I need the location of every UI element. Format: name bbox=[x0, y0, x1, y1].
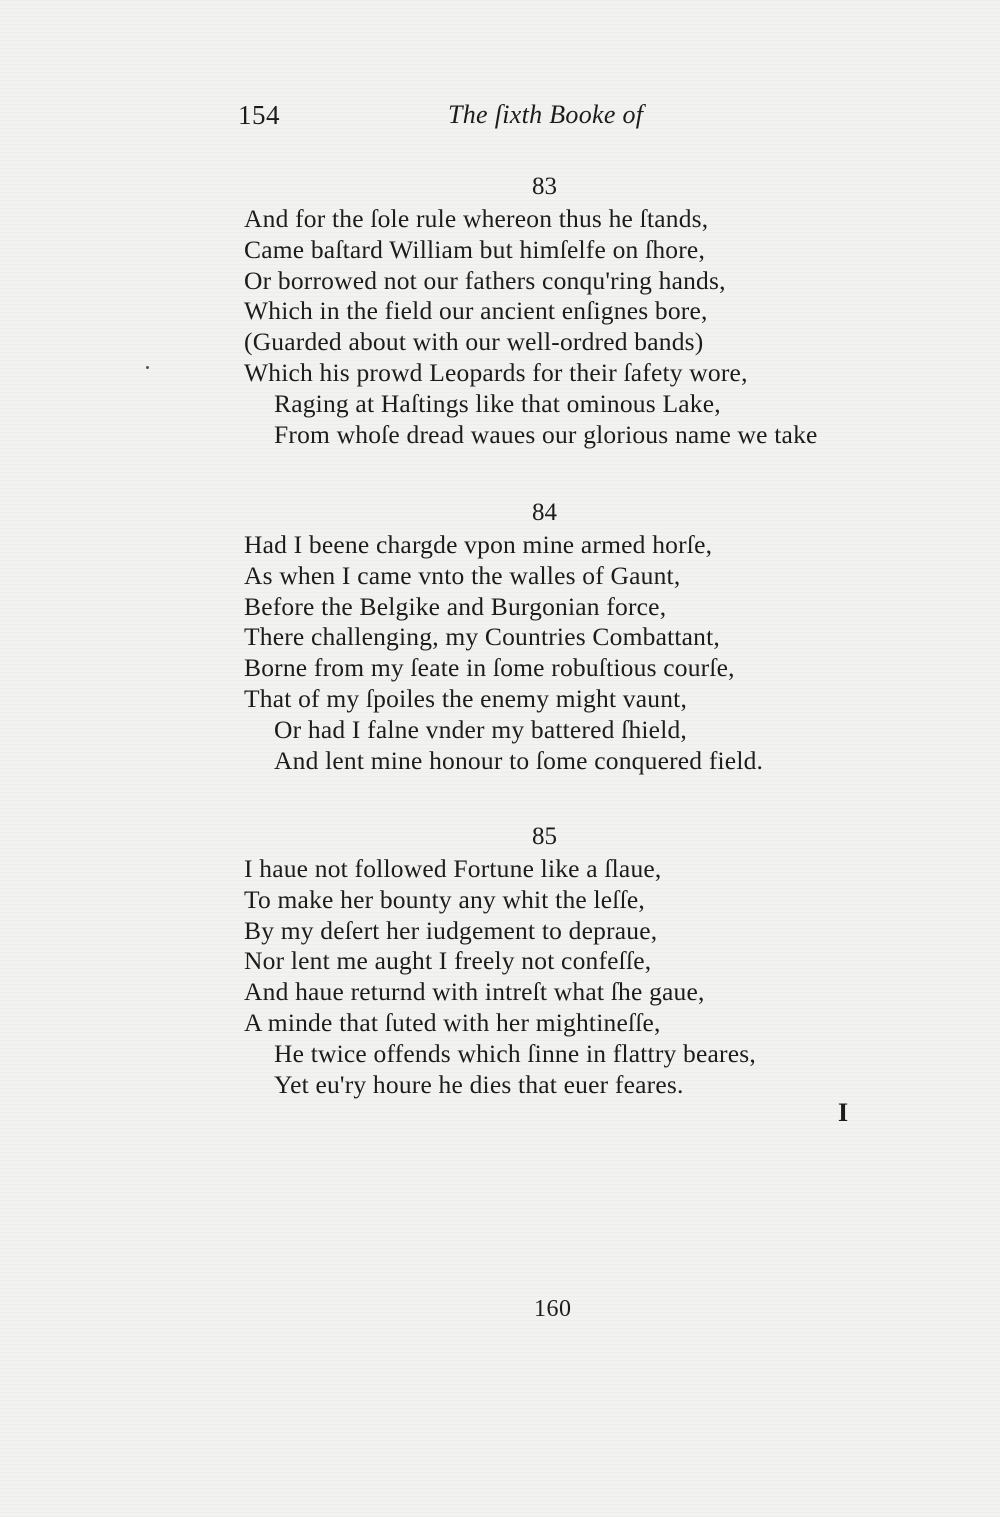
header-page-number: 154 bbox=[238, 100, 280, 130]
verse-line: Raging at Haſtings like that ominous Lake, bbox=[274, 388, 721, 418]
verse-line: To make her bounty any whit the leſſe, bbox=[244, 884, 645, 914]
verse-line: (Guarded about with our well-ordred bands) bbox=[244, 327, 704, 357]
verse-line: Or had I falne vnder my battered ſhield, bbox=[274, 714, 688, 744]
verse-line: Which his prowd Leopards for their ſafety wore, bbox=[244, 357, 748, 387]
stanza-lines bbox=[244, 530, 884, 776]
verse-line: There challenging, my Countries Combattant, bbox=[244, 622, 720, 652]
stanza-number: 85 bbox=[532, 823, 557, 850]
verse-line: I haue not followed Fortune like a ſlaue, bbox=[244, 854, 662, 883]
verse-line: Had I beene chargde vpon mine armed horſe, bbox=[244, 530, 713, 559]
verse-line: And lent mine honour to ſome conquered field. bbox=[274, 745, 764, 775]
verse-line: And haue returnd with intreſt what ſhe gaue, bbox=[244, 977, 705, 1007]
verse-line: That of my ſpoiles the enemy might vaunt, bbox=[244, 683, 688, 713]
verse-line: By my deſert her iudgement to depraue, bbox=[244, 915, 658, 945]
verse-line: Before the Belgike and Burgonian force, bbox=[244, 591, 667, 621]
verse-line: Yet eu'ry houre he dies that euer feares. bbox=[274, 1069, 684, 1099]
margin-speck bbox=[146, 366, 149, 369]
stanza-number: 84 bbox=[532, 499, 557, 526]
verse-line: And for the ſole rule whereon thus he ſtands, bbox=[244, 204, 709, 233]
signature-mark: I bbox=[838, 1098, 849, 1127]
running-title: The ſixth Booke of bbox=[448, 100, 644, 129]
verse-line: As when I came vnto the walles of Gaunt, bbox=[244, 560, 681, 590]
verse-line: Came baſtard William but himſelfe on ſhore, bbox=[244, 234, 706, 264]
folio-number: 160 bbox=[534, 1296, 572, 1322]
stanza-lines bbox=[244, 204, 884, 450]
verse-line: Nor lent me aught I freely not confeſſe, bbox=[244, 946, 652, 976]
stanza-85 bbox=[244, 820, 884, 1100]
verse-line: Borne from my ſeate in ſome robuſtious courſe, bbox=[244, 653, 735, 683]
stanza-83 bbox=[244, 170, 884, 450]
verse-line: He twice offends which ſinne in flattry beares, bbox=[274, 1038, 756, 1068]
stanza-number: 83 bbox=[532, 173, 557, 200]
verse-line: From whoſe dread waues our glorious name we take bbox=[274, 419, 818, 449]
verse-line: Which in the field our ancient enſignes bore, bbox=[244, 296, 708, 326]
verse-line: Or borrowed not our fathers conqu'ring hands, bbox=[244, 265, 726, 295]
stanza-84 bbox=[244, 496, 884, 776]
stanza-lines bbox=[244, 854, 884, 1100]
verse-line: A minde that ſuted with her mightineſſe, bbox=[244, 1007, 661, 1037]
